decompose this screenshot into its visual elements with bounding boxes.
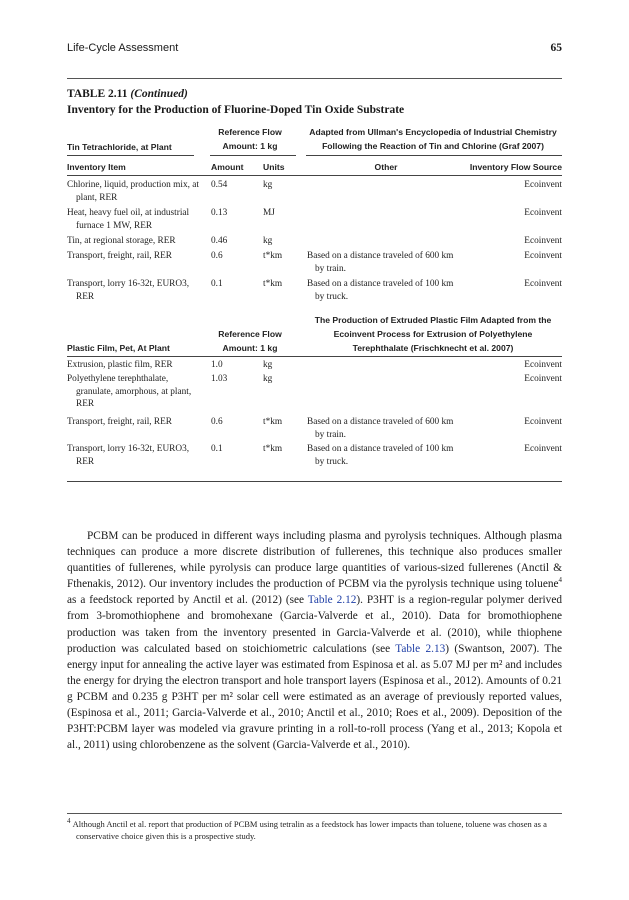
footnote-body xyxy=(67,819,562,842)
row-amount: 0.6 xyxy=(211,417,223,427)
row-source: Ecoinvent xyxy=(524,417,562,427)
row-units: kg xyxy=(263,374,273,384)
section1-rule-b xyxy=(210,155,296,156)
footnote xyxy=(67,819,562,842)
section1-group-title: Tin Tetrachloride, at Plant xyxy=(67,142,172,152)
running-title: Life-Cycle Assessment xyxy=(67,42,179,54)
row-units: t*km xyxy=(263,251,283,261)
row-amount: 1.0 xyxy=(211,360,223,370)
row-units: t*km xyxy=(263,444,283,454)
row-amount: 1.03 xyxy=(211,374,228,384)
row-source: Ecoinvent xyxy=(524,444,562,454)
table-2-12-link[interactable]: Table 2.12 xyxy=(307,594,357,607)
row-units: t*km xyxy=(263,417,283,427)
section1-ref-flow-line1: Reference Flow xyxy=(218,127,282,137)
row-amount: 0.1 xyxy=(211,279,223,289)
footnote-mark: 4 xyxy=(67,817,71,826)
table-title: Inventory for the Production of Fluorine-Doped Tin Oxide Substrate xyxy=(67,104,405,116)
row-amount: 0.54 xyxy=(211,180,228,190)
row-source: Ecoinvent xyxy=(524,180,562,190)
col-header-units: Units xyxy=(263,162,285,172)
table-label xyxy=(67,88,188,100)
table-continued: (Continued) xyxy=(130,88,188,100)
row-units: MJ xyxy=(263,208,275,218)
column-header-rule xyxy=(67,175,562,176)
row-other: Based on a distance traveled of 100 km by truck. xyxy=(307,444,454,467)
row-amount: 0.13 xyxy=(211,208,228,218)
row-item: Heat, heavy fuel oil, at industrial furnace 1 MW, RER xyxy=(67,208,190,231)
row-units: kg xyxy=(263,360,273,370)
section2-ref-flow-line2: Amount: 1 kg xyxy=(222,343,278,353)
section1-rule-a xyxy=(67,155,194,156)
section2-adapted-line3: Terephthalate (Frischknecht et al. 2007) xyxy=(352,343,514,353)
section1-adapted-line2: Following the Reaction of Tin and Chlorine (Graf 2007) xyxy=(322,141,544,151)
footnote-text: Although Anctil et al. report that production of PCBM using tetralin as a feedstock has lower impacts than toluene, toluene was chosen as a conservative choice given this is a prospective study. xyxy=(72,819,547,841)
table-bottom-rule xyxy=(67,481,562,482)
row-source: Ecoinvent xyxy=(524,236,562,246)
footnote-ref[interactable]: 4 xyxy=(558,576,562,585)
row-amount: 0.46 xyxy=(211,236,228,246)
header-rule xyxy=(67,78,562,79)
section2-header-rule xyxy=(67,356,562,357)
table-2-13-link[interactable]: Table 2.13 xyxy=(395,642,446,655)
row-other: Based on a distance traveled of 100 km by truck. xyxy=(307,279,454,302)
row-source: Ecoinvent xyxy=(524,279,562,289)
row-item: Chlorine, liquid, production mix, at plant, RER xyxy=(67,180,199,203)
footnote-rule xyxy=(67,813,562,814)
row-item: Extrusion, plastic film, RER xyxy=(67,360,173,370)
col-header-other: Other xyxy=(374,162,398,172)
row-source: Ecoinvent xyxy=(524,251,562,261)
body-paragraph xyxy=(67,528,562,753)
section2-ref-flow-line1: Reference Flow xyxy=(218,329,282,339)
section2-group-title: Plastic Film, Pet, At Plant xyxy=(67,343,170,353)
table-number: TABLE 2.11 xyxy=(67,88,128,100)
page-number: 65 xyxy=(550,42,562,54)
row-source: Ecoinvent xyxy=(524,374,562,384)
row-units: kg xyxy=(263,180,273,190)
section1-ref-flow-line2: Amount: 1 kg xyxy=(222,141,278,151)
row-item: Polyethylene terephthalate, granulate, amorphous, at plant, RER xyxy=(67,374,192,409)
section1-adapted-line1: Adapted from Ullman's Encyclopedia of Industrial Chemistry xyxy=(309,127,557,137)
row-item: Tin, at regional storage, RER xyxy=(67,236,176,246)
row-source: Ecoinvent xyxy=(524,360,562,370)
row-amount: 0.6 xyxy=(211,251,223,261)
col-header-amount: Amount xyxy=(211,162,244,172)
row-source: Ecoinvent xyxy=(524,208,562,218)
row-item: Transport, freight, rail, RER xyxy=(67,417,173,427)
row-item: Transport, lorry 16-32t, EURO3, RER xyxy=(67,444,190,467)
row-amount: 0.1 xyxy=(211,444,223,454)
section2-adapted-line2: Ecoinvent Process for Extrusion of Polyethylene xyxy=(333,329,533,339)
row-item: Transport, freight, rail, RER xyxy=(67,251,173,261)
paragraph-text: PCBM can be produced in different ways including plasma and pyrolysis techniques. Although plasma techniques can produce a more discrete distribution of fullerenes, this technique also produces smaller quantities of fullerenes, while pyrolysis can produce large quantities of various-sized fullerenes (Anctil & Fthenakis, 2012). Our inventory includes the production of PCBM via the pyrolysis technique using toluene$^4$ as a feedstock reported by Anctil et al. (2012) (see Table 2.12). P3HT is a region-regular polymer derived from 3-bromothiophene and bromohexane (Garcia-Valverde et al., 2010). Data for bromothiophene production was taken from the inventory presented in Garcia-Valverde et al. (2010), while thiophene production was calculated based on stoichiometric calculations (see Table 2.13) (Swantson, 2007). The energy input for annealing the active layer was estimated from Espinosa et al. as 5.07 MJ per m² and includes the energy for drying the electron transport and hole transport layers (Espinosa et al., 2012). Amounts of 0.21 g PCBM and 0.235 g P3HT per m² solar cell were estimated as an average of previously reported values, (Espinosa et al., 2011; Garcia-Valverde et al., 2010; Anctil et al., 2010; Roes et al., 2009). Deposition of the P3HT:PCBM layer was modeled via gravure printing in a roll-to-roll process (Yang et al., 2013; Kopola et al., 2011) using chlorobenzene as the solvent (Garcia-Valverde et al., 2010). xyxy=(67,530,562,752)
col-header-source: Inventory Flow Source xyxy=(469,162,562,172)
row-units: t*km xyxy=(263,279,283,289)
section2-adapted-line1: The Production of Extruded Plastic Film Adapted from the xyxy=(314,315,552,325)
col-header-item: Inventory Item xyxy=(67,162,126,172)
row-other: Based on a distance traveled of 600 km by train. xyxy=(307,417,454,440)
row-units: kg xyxy=(263,236,273,246)
row-item: Transport, lorry 16-32t, EURO3, RER xyxy=(67,279,190,302)
running-header xyxy=(67,42,562,56)
row-other: Based on a distance traveled of 600 km by train. xyxy=(307,251,454,274)
section1-rule-c xyxy=(306,155,562,156)
